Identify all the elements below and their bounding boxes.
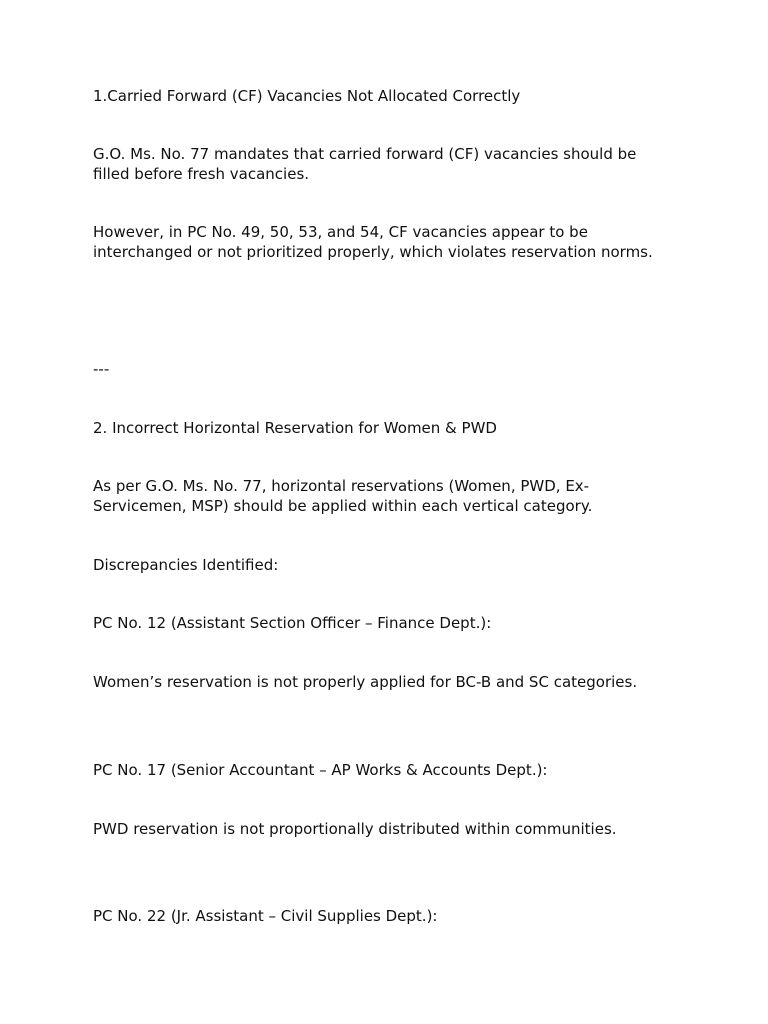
section-2-paragraph-1-line-1: As per G.O. Ms. No. 77, horizontal reservations (Women, PWD, Ex- [93,477,590,495]
discrepancy-item-title: PC No. 22 (Jr. Assistant – Civil Supplies Dept.): [93,907,438,925]
section-separator: --- [93,360,110,378]
discrepancies-label: Discrepancies Identified: [93,556,279,574]
section-1-paragraph-1-line-1: G.O. Ms. No. 77 mandates that carried forward (CF) vacancies should be [93,145,637,163]
section-1-paragraph-2-line-2: interchanged or not prioritized properly, which violates reservation norms. [93,243,653,261]
section-2-paragraph-1-line-2: Servicemen, MSP) should be applied within each vertical category. [93,497,593,515]
section-2-heading: 2. Incorrect Horizontal Reservation for Women & PWD [93,419,497,437]
discrepancy-item-detail: Women’s reservation is not properly applied for BC-B and SC categories. [93,673,638,691]
discrepancy-item-detail: PWD reservation is not proportionally distributed within communities. [93,820,617,838]
section-1-paragraph-2-line-1: However, in PC No. 49, 50, 53, and 54, CF vacancies appear to be [93,223,588,241]
section-1-paragraph-1-line-2: filled before fresh vacancies. [93,165,310,183]
section-1-heading: 1.Carried Forward (CF) Vacancies Not Allocated Correctly [93,87,521,105]
discrepancy-item-title: PC No. 12 (Assistant Section Officer – Finance Dept.): [93,614,492,632]
discrepancy-item-title: PC No. 17 (Senior Accountant – AP Works & Accounts Dept.): [93,761,548,779]
